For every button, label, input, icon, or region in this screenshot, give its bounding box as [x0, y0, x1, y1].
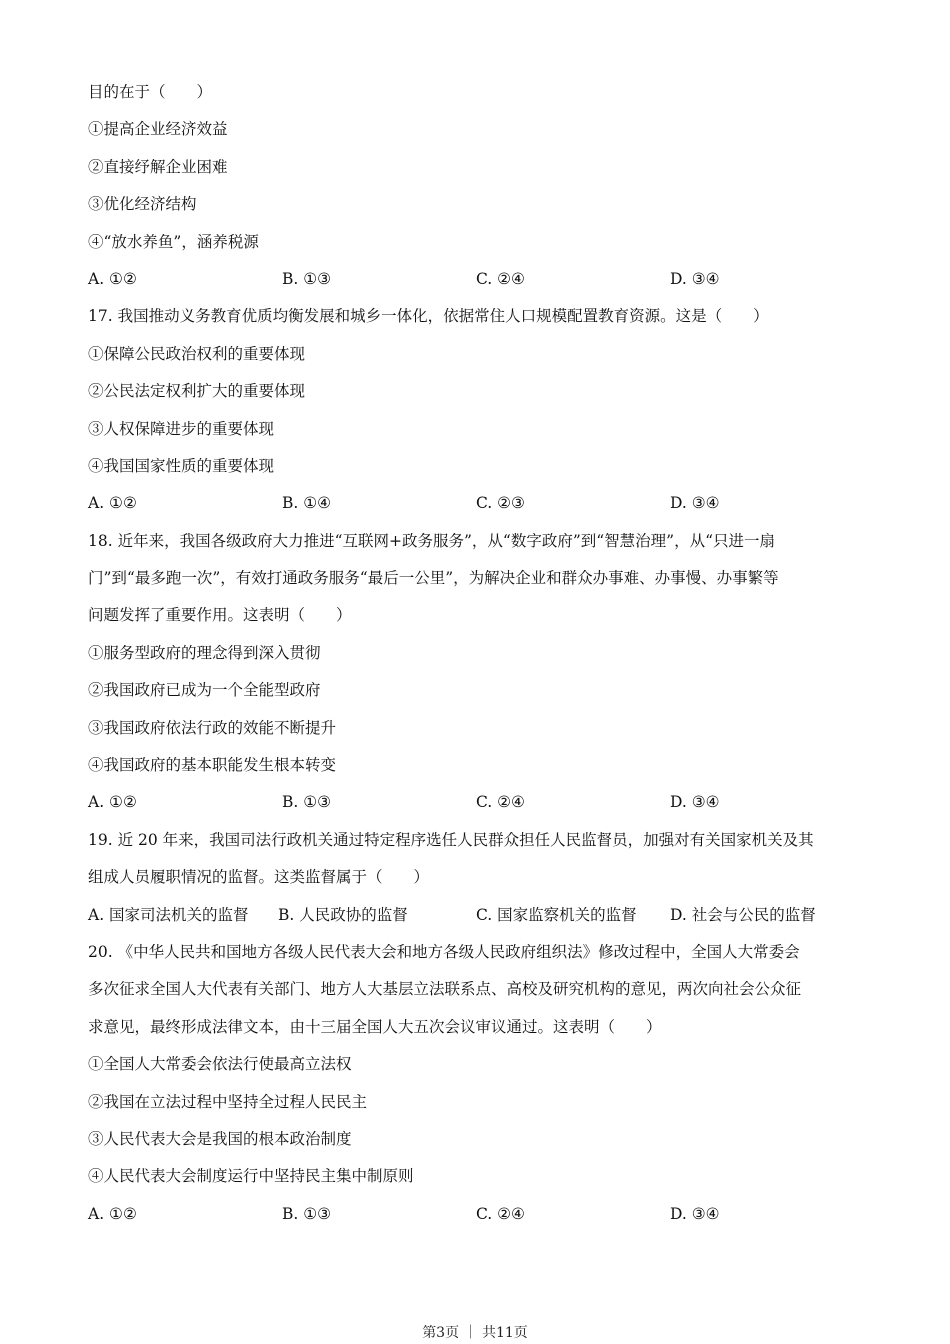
q20-option-a: A. ①②: [88, 1204, 137, 1223]
q19-option-d: D. 社会与公民的监督: [670, 905, 816, 924]
q20-option-c: C. ②④: [476, 1204, 525, 1223]
q16-item-3: ③优化经济结构: [88, 195, 197, 214]
q18-option-a: A. ①②: [88, 793, 137, 812]
q17-option-a: A. ①②: [88, 494, 137, 513]
q16-option-d: D. ③④: [670, 269, 720, 288]
q18-option-c: C. ②④: [476, 793, 525, 812]
q20-options: [88, 1200, 868, 1237]
q18-item-2: ②我国政府已成为一个全能型政府: [88, 681, 321, 700]
q17-item-2: ②公民法定权利扩大的重要体现: [88, 382, 306, 401]
q16-option-b: B. ①③: [282, 269, 332, 288]
q20-item-2: ②我国在立法过程中坚持全过程人民民主: [88, 1092, 368, 1111]
q18-option-d: D. ③④: [670, 793, 720, 812]
page-footer: 第3页 ｜ 共11页: [422, 1325, 528, 1341]
q17-option-b: B. ①④: [282, 494, 332, 513]
q19-stem-line-1: 19. 近 20 年来，我国司法行政机关通过特定程序选任人民群众担任人民监督员，加强对有关国家机关及其: [88, 830, 814, 849]
q19-option-a: A. 国家司法机关的监督: [88, 905, 249, 924]
q20-option-d: D. ③④: [670, 1204, 720, 1223]
q20-item-1: ①全国人大常委会依法行使最高立法权: [88, 1055, 352, 1074]
q16-stem-tail: 目的在于（ ）: [88, 83, 213, 101]
q18-option-b: B. ①③: [282, 793, 332, 812]
q20-item-4: ④人民代表大会制度运行中坚持民主集中制原则: [88, 1167, 414, 1186]
q18-stem-line-2: 门”到“最多跑一次”，有效打通政务服务“最后一公里”，为解决企业和群众办事难、办事慢、办事繁等: [88, 569, 779, 588]
q17-item-4: ④我国国家性质的重要体现: [88, 456, 275, 475]
q19-stem-line-2: 组成人员履职情况的监督。这类监督属于（ ）: [88, 868, 430, 887]
q16-option-a: A. ①②: [88, 269, 137, 288]
q18-stem-line-3: 问题发挥了重要作用。这表明（ ）: [88, 606, 352, 625]
q18-stem-line-1: 18. 近年来，我国各级政府大力推进“互联网+政务服务”，从“数字政府”到“智慧治理”，从“只进一扇: [88, 531, 776, 550]
q16-item-1: ①提高企业经济效益: [88, 120, 228, 139]
q18-item-1: ①服务型政府的理念得到深入贯彻: [88, 643, 321, 662]
q17-options: [88, 489, 868, 526]
q19-option-b: B. 人民政协的监督: [278, 905, 408, 924]
q17-option-c: C. ②③: [476, 494, 525, 513]
q16-option-c: C. ②④: [476, 269, 525, 288]
q20-stem-line-1: 20. 《中华人民共和国地方各级人民代表大会和地方各级人民政府组织法》修改过程中，全国人大常委会: [88, 942, 800, 961]
q20-stem-line-3: 求意见，最终形成法律文本，由十三届全国人大五次会议审议通过。这表明（ ）: [88, 1017, 662, 1036]
q17-option-d: D. ③④: [670, 494, 720, 513]
page-content: [88, 78, 868, 1237]
q20-option-b: B. ①③: [282, 1204, 332, 1223]
q16-options: [88, 265, 868, 302]
q17-item-1: ①保障公民政治权利的重要体现: [88, 344, 306, 363]
q16-item-4: ④“放水养鱼”，涵养税源: [88, 232, 259, 251]
q19-option-c: C. 国家监察机关的监督: [476, 905, 637, 924]
q18-options: [88, 788, 868, 825]
q17-stem: 17. 我国推动义务教育优质均衡发展和城乡一体化，依据常住人口规模配置教育资源。这是（ ）: [88, 307, 769, 326]
q17-item-3: ③人权保障进步的重要体现: [88, 419, 275, 438]
q16-item-2: ②直接纾解企业困难: [88, 157, 228, 176]
q18-item-3: ③我国政府依法行政的效能不断提升: [88, 718, 337, 737]
q20-item-3: ③人民代表大会是我国的根本政治制度: [88, 1129, 352, 1148]
q19-options: [88, 901, 868, 938]
q18-item-4: ④我国政府的基本职能发生根本转变: [88, 756, 337, 775]
q20-stem-line-2: 多次征求全国人大代表有关部门、地方人大基层立法联系点、高校及研究机构的意见，两次向社会公众征: [88, 980, 802, 999]
